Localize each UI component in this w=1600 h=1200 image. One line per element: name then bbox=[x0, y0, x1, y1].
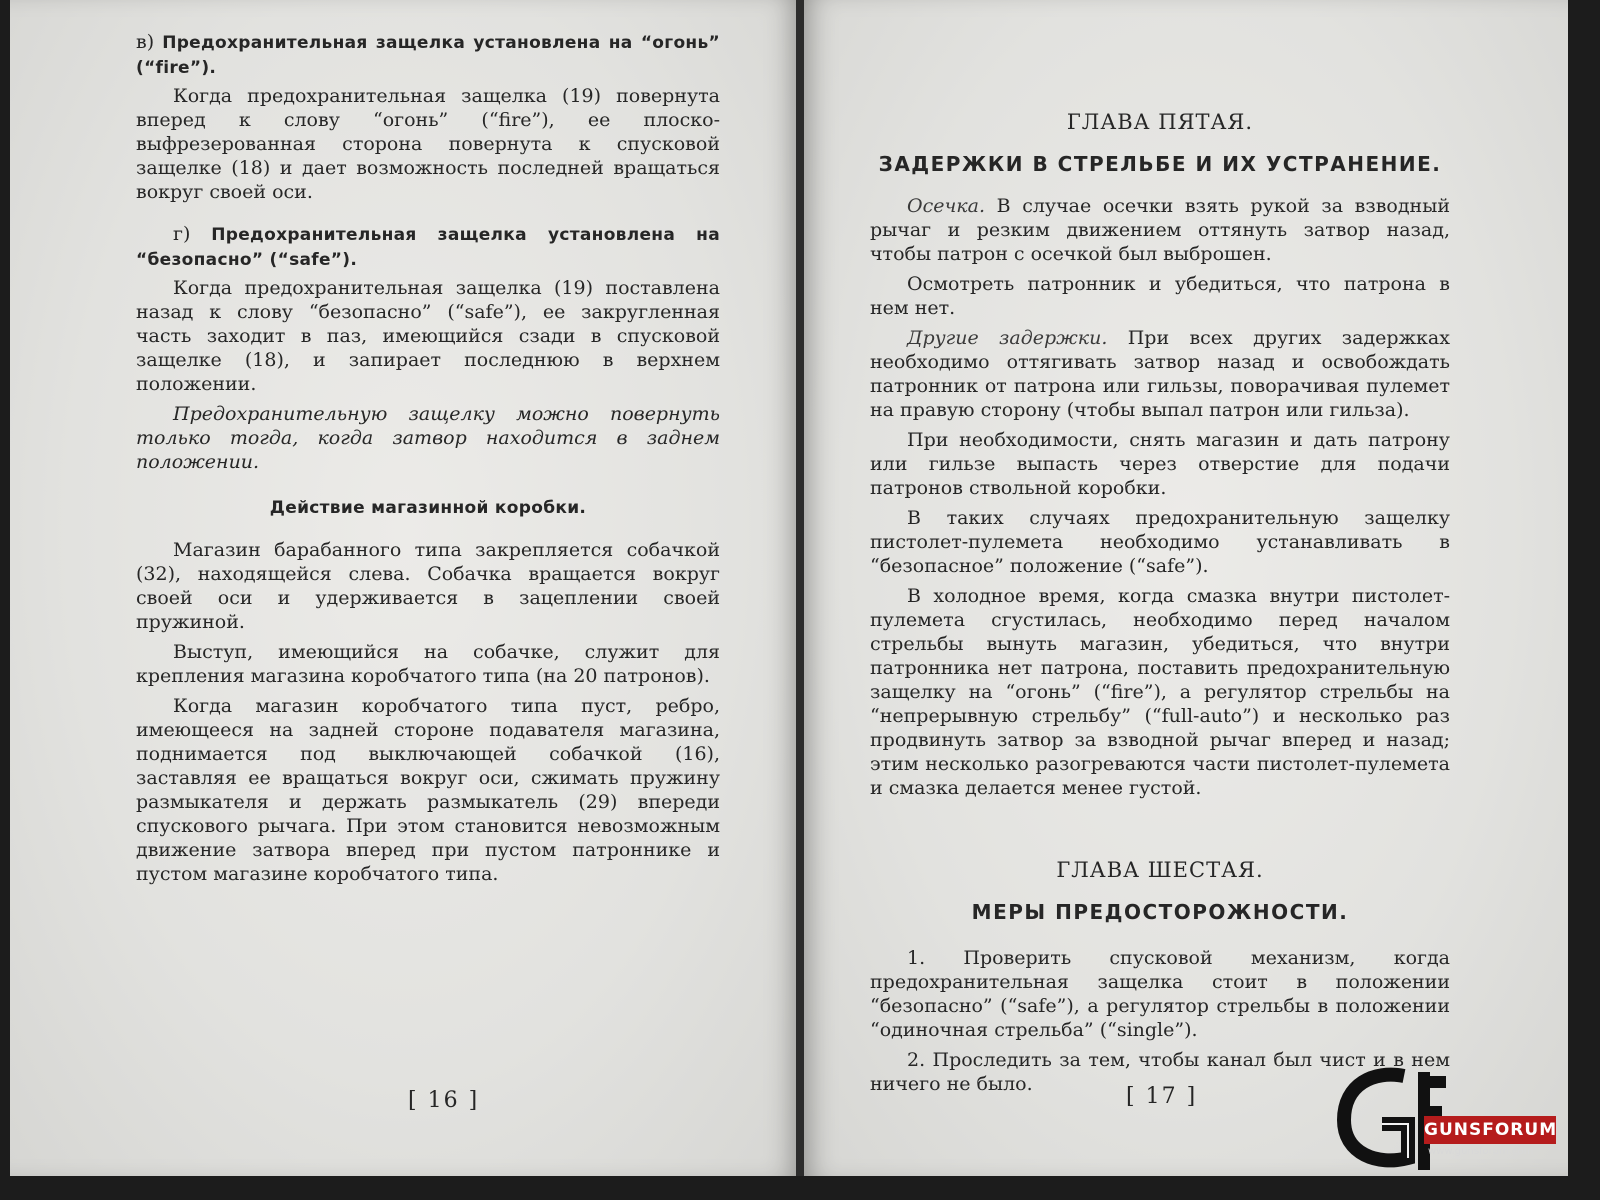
other-delays-text: При всех других задержках необходимо оттягивать затвор назад и освобождать патронник от патрона или гильзы, поворачивая пулемет на правую сторону (чтобы выпал патрон или гильза). bbox=[870, 327, 1450, 421]
watermark-url: www.gunsforum.com bbox=[1428, 1146, 1534, 1157]
watermark-banner: GUNSFORUM bbox=[1424, 1116, 1556, 1144]
chapter-6-label: ГЛАВА ШЕСТАЯ. bbox=[1056, 858, 1264, 882]
section-g-heading bbox=[136, 222, 720, 272]
section-v-text: Когда предохранительная защелка (19) повернута вперед к слову “огонь” (“fire”), ее плоско-выфрезерованная сторона повернута к спусковой защелке (18) и дает возможность последней вращаться вокруг своей оси. bbox=[136, 85, 720, 203]
note-italic: Предохранительную защелку можно повернуть только тогда, когда затвор находится в заднем положении. bbox=[136, 403, 720, 473]
misfire-paragraph bbox=[870, 194, 1450, 266]
other-delays-paragraph bbox=[870, 326, 1450, 422]
section-v-heading bbox=[136, 30, 720, 80]
misfire-lead: Осечка. bbox=[907, 195, 985, 217]
gunsforum-watermark bbox=[1334, 1062, 1564, 1172]
left-page bbox=[10, 0, 798, 1176]
magazine-paragraph-1: Магазин барабанного типа закрепляется собачкой (32), находящейся слева. Собачка вращается вокруг своей оси и удерживается в зацеплении своей пружиной. bbox=[136, 539, 720, 633]
chapter-5-title: ЗАДЕРЖКИ В СТРЕЛЬБЕ И ИХ УСТРАНЕНИЕ. bbox=[878, 152, 1442, 176]
cold-weather-paragraph: В холодное время, когда смазка внутри пистолет-пулемета сгустилась, необходимо перед началом стрельбы вынуть магазин, убедиться, что внутри патронника нет патрона, поставить предохранительную защелку на “огонь” (“fire”), а регулятор стрельбы на “непрерывную стрельбу” (“full-auto”) и несколько раз продвинуть затвор за взводной рычаг вперед и назад; этим несколько разогреваются части пистолет-пулемета и смазка делается менее густой. bbox=[870, 585, 1450, 799]
section-v-prefix: в) bbox=[136, 31, 163, 53]
magazine-paragraph-2: Выступ, имеющийся на собачке, служит для крепления магазина коробчатого типа (на 20 патронов). bbox=[136, 641, 720, 687]
chapter-6-title: МЕРЫ ПРЕДОСТОРОЖНОСТИ. bbox=[971, 900, 1349, 924]
page-number-17: [ 17 ] bbox=[1126, 1084, 1198, 1109]
section-g-text: Когда предохранительная защелка (19) поставлена назад к слову “безопасно” (“safe”), ее закругленная часть заходит в паз, имеющийся сзади в спусковой защелке (18), и запирает последнюю в верхнем положении. bbox=[136, 277, 720, 395]
left-page-text bbox=[136, 30, 720, 886]
section-g-prefix: г) bbox=[173, 223, 212, 245]
right-page-text bbox=[870, 110, 1450, 1096]
section-v-heading-text: Предохранительная защелка установлена на “огонь” (“fire”). bbox=[136, 33, 720, 78]
precaution-1: 1. Проверить спусковой механизм, когда предохранительная защелка стоит в положении “безопасно” (“safe”), а регулятор стрельбы в положении “одиночная стрельба” (“single”). bbox=[870, 947, 1450, 1041]
magazine-paragraph-3: Когда магазин коробчатого типа пуст, ребро, имеющееся на задней стороне подавателя магазина, поднимается под выключающей собачкой (16), заставляя ее вращаться вокруг оси, сжимать пружину размыкателя и держать размыкатель (29) впереди спускового рычага. При этом становится невозможным движение затвора вперед при пустом патроннике и пустом магазине коробчатого типа. bbox=[136, 695, 720, 885]
chamber-check-paragraph: Осмотреть патронник и убедиться, что патрона в нем нет. bbox=[870, 273, 1450, 319]
magazine-heading: Действие магазинной коробки. bbox=[269, 498, 587, 518]
misfire-text: В случае осечки взять рукой за взводный рычаг и резким движением оттянуть затвор назад, чтобы патрон с осечкой был выброшен. bbox=[870, 195, 1450, 265]
section-g-heading-text: Предохранительная защелка установлена на “безопасно” (“safe”). bbox=[136, 225, 720, 270]
page-number-16: [ 16 ] bbox=[408, 1088, 480, 1113]
if-needed-paragraph: При необходимости, снять магазин и дать патрону или гильзе выпасть через отверстие для подачи патронов ствольной коробки. bbox=[870, 429, 1450, 499]
safe-position-paragraph: В таких случаях предохранительную защелку пистолет-пулемета необходимо устанавливать в “безопасное” положение (“safe”). bbox=[870, 507, 1450, 577]
right-page bbox=[804, 0, 1568, 1176]
chapter-5-label: ГЛАВА ПЯТАЯ. bbox=[1066, 110, 1254, 134]
precaution-2: 2. Проследить за тем, чтобы канал был чист и в нем ничего не было. bbox=[870, 1049, 1450, 1095]
other-delays-lead: Другие задержки. bbox=[907, 327, 1108, 349]
